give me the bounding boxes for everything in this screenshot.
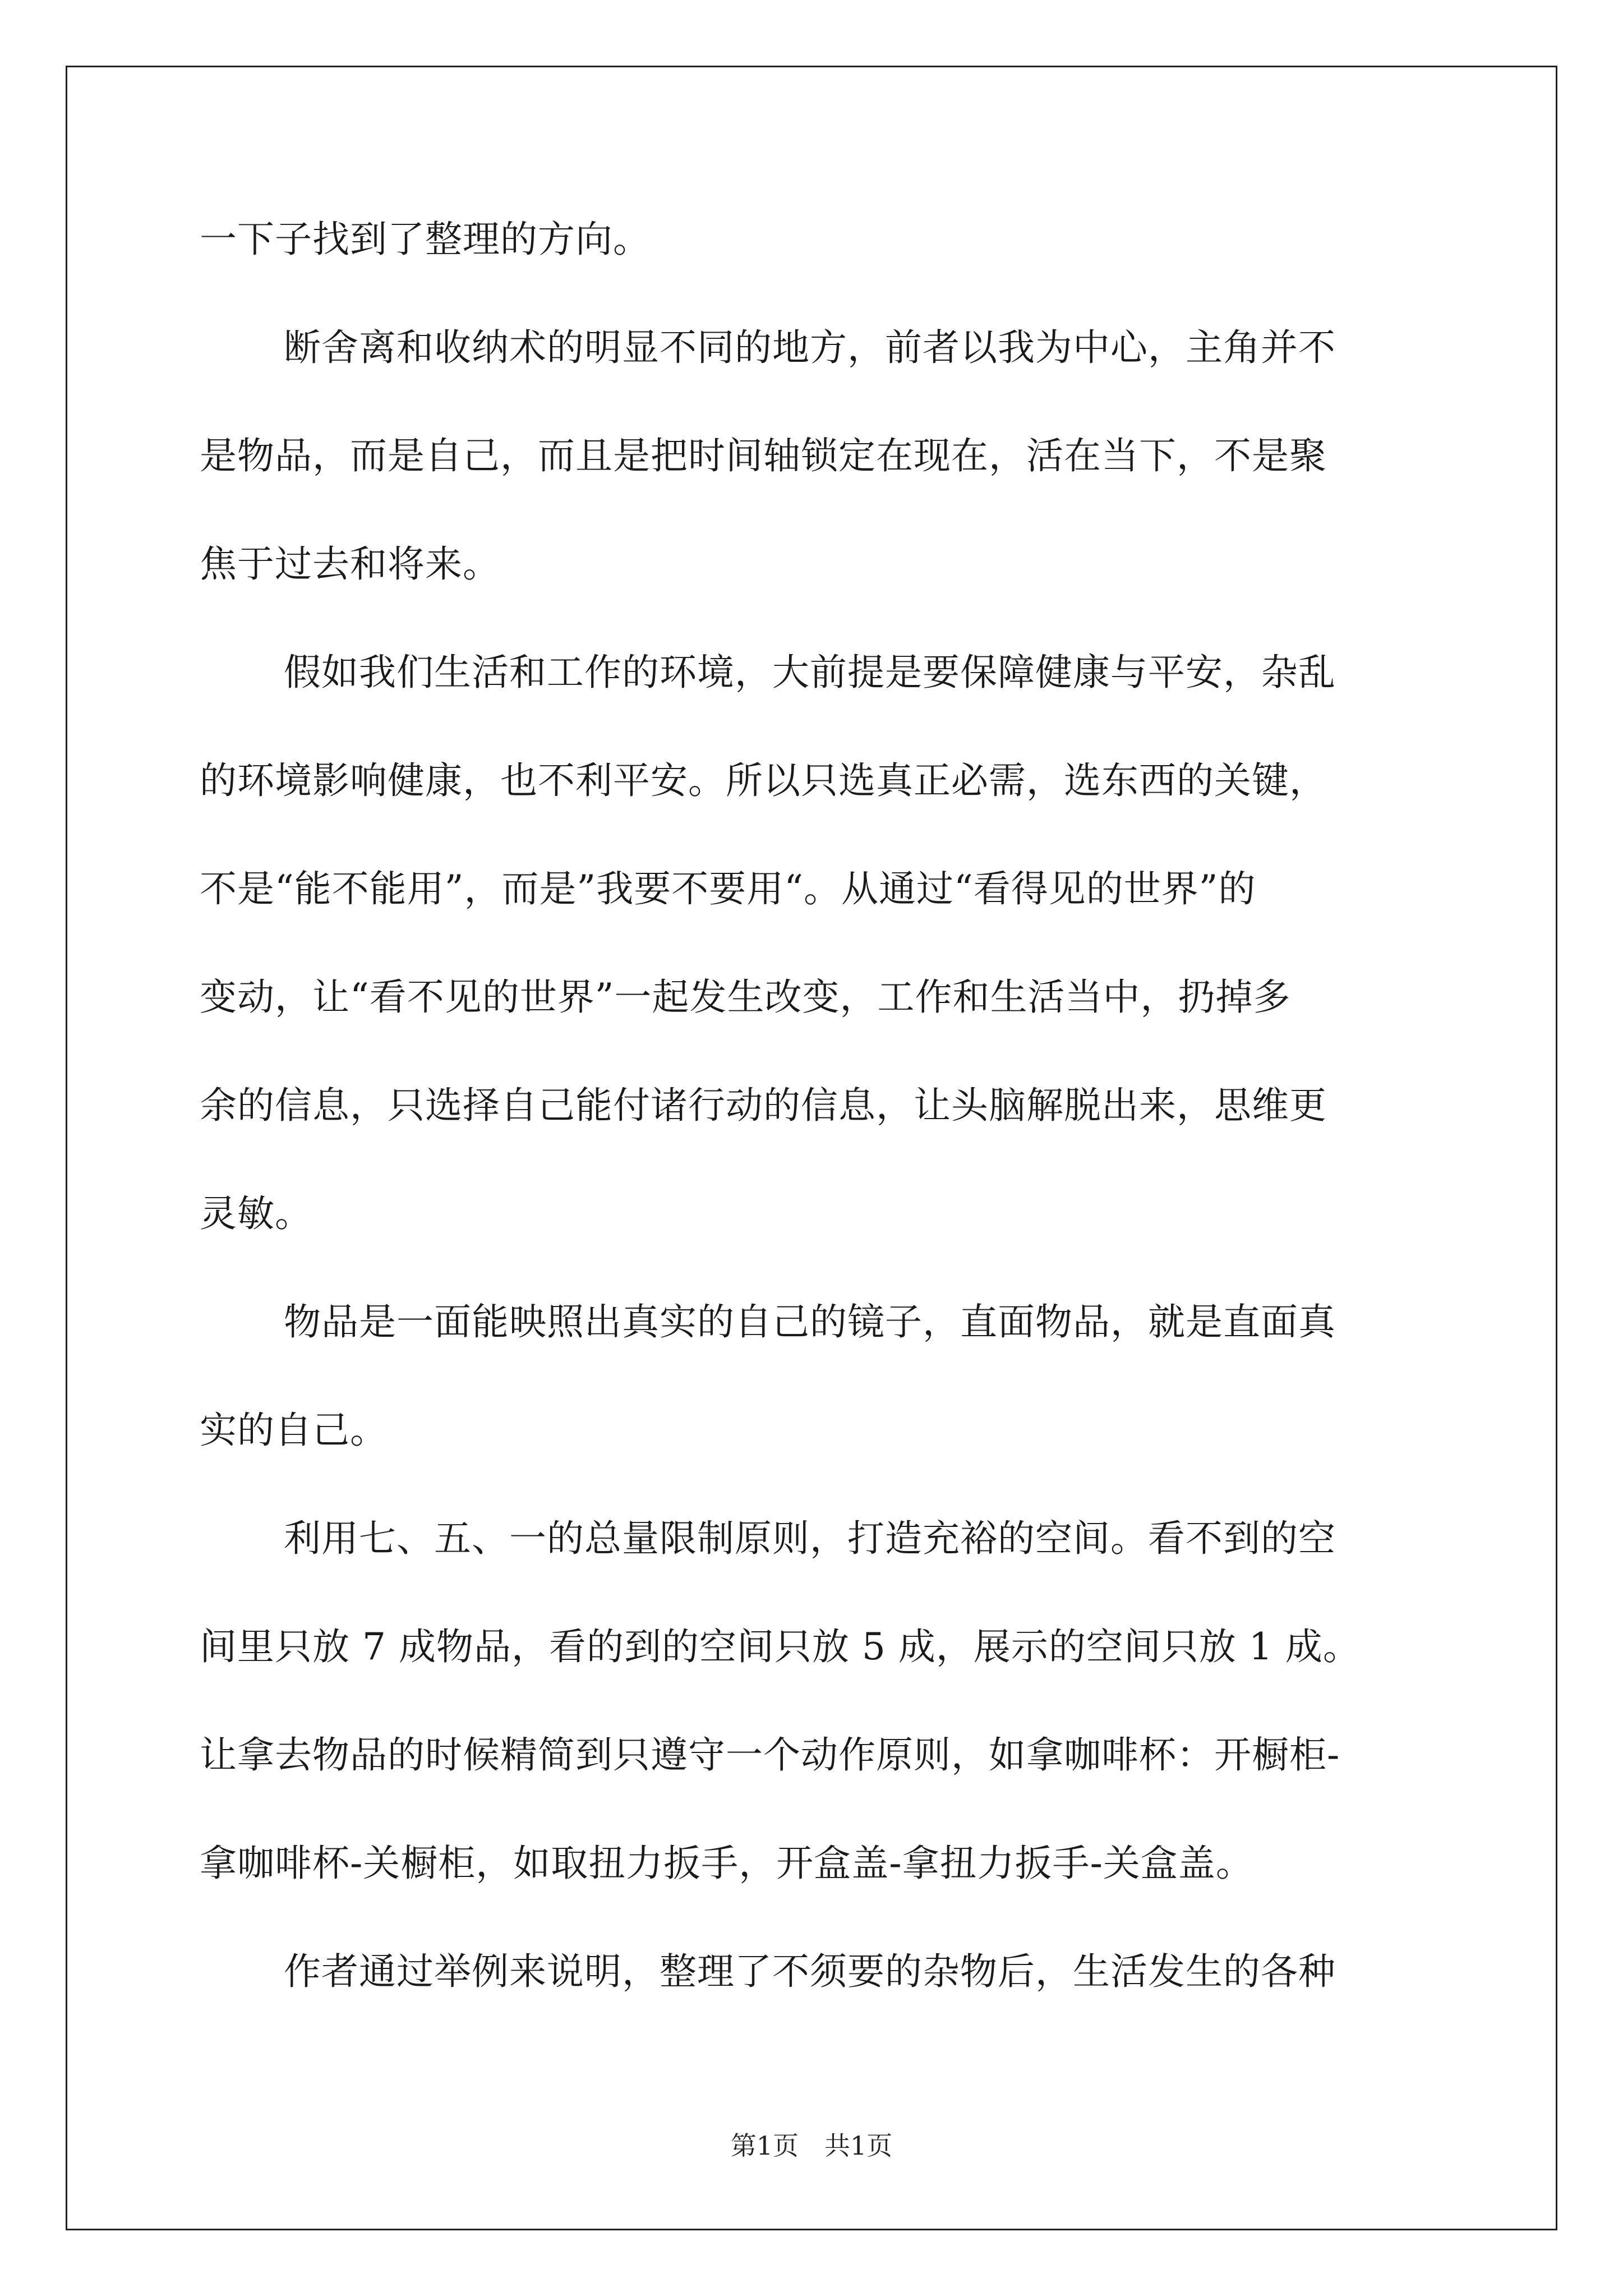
text-line: 是物品，而是自己，而且是把时间轴锁定在现在，活在当下，不是聚 [200,434,1327,477]
text-line: 断舍离和收纳术的明显不同的地方，前者以我为中心，主角并不 [284,326,1336,369]
text-line: 拿咖啡杯-关橱柜，如取扭力扳手，开盒盖-拿扭力扳手-关盒盖。 [200,1842,1253,1885]
text-line: 灵敏。 [200,1192,312,1235]
text-line: 让拿去物品的时候精简到只遵守一个动作原则，如拿咖啡杯：开橱柜- [200,1733,1340,1777]
text-line: 不是“能不能用”，而是”我要不要用“。从通过“看得见的世界”的 [200,867,1256,910]
text-line: 实的自己。 [200,1409,388,1452]
text-line: 作者通过举例来说明，整理了不须要的杂物后，生活发生的各种 [284,1950,1336,1993]
text-line: 物品是一面能映照出真实的自己的镜子，直面物品，就是直面真 [284,1300,1336,1343]
text-line: 变动，让“看不见的世界”一起发生改变，工作和生活当中，扔掉多 [200,976,1291,1019]
text-line: 一下子找到了整理的方向。 [200,218,651,261]
page-footer: 第1页 共1页 [730,2131,893,2161]
text-line: 余的信息，只选择自己能付诸行动的信息，让头脑解脱出来，思维更 [200,1084,1327,1127]
text-line: 焦于过去和将来。 [200,542,500,586]
document-body [200,185,1433,2026]
text-line: 利用七、五、一的总量限制原则，打造充裕的空间。看不到的空 [284,1517,1336,1560]
text-line: 的环境影响健康，也不利平安。所以只选真正必需，选东西的关键， [200,759,1327,802]
text-line: 假如我们生活和工作的环境，大前提是要保障健康与平安，杂乱 [284,651,1336,694]
text-line: 间里只放 7 成物品，看的到的空间只放 5 成，展示的空间只放 1 成。 [200,1625,1361,1668]
